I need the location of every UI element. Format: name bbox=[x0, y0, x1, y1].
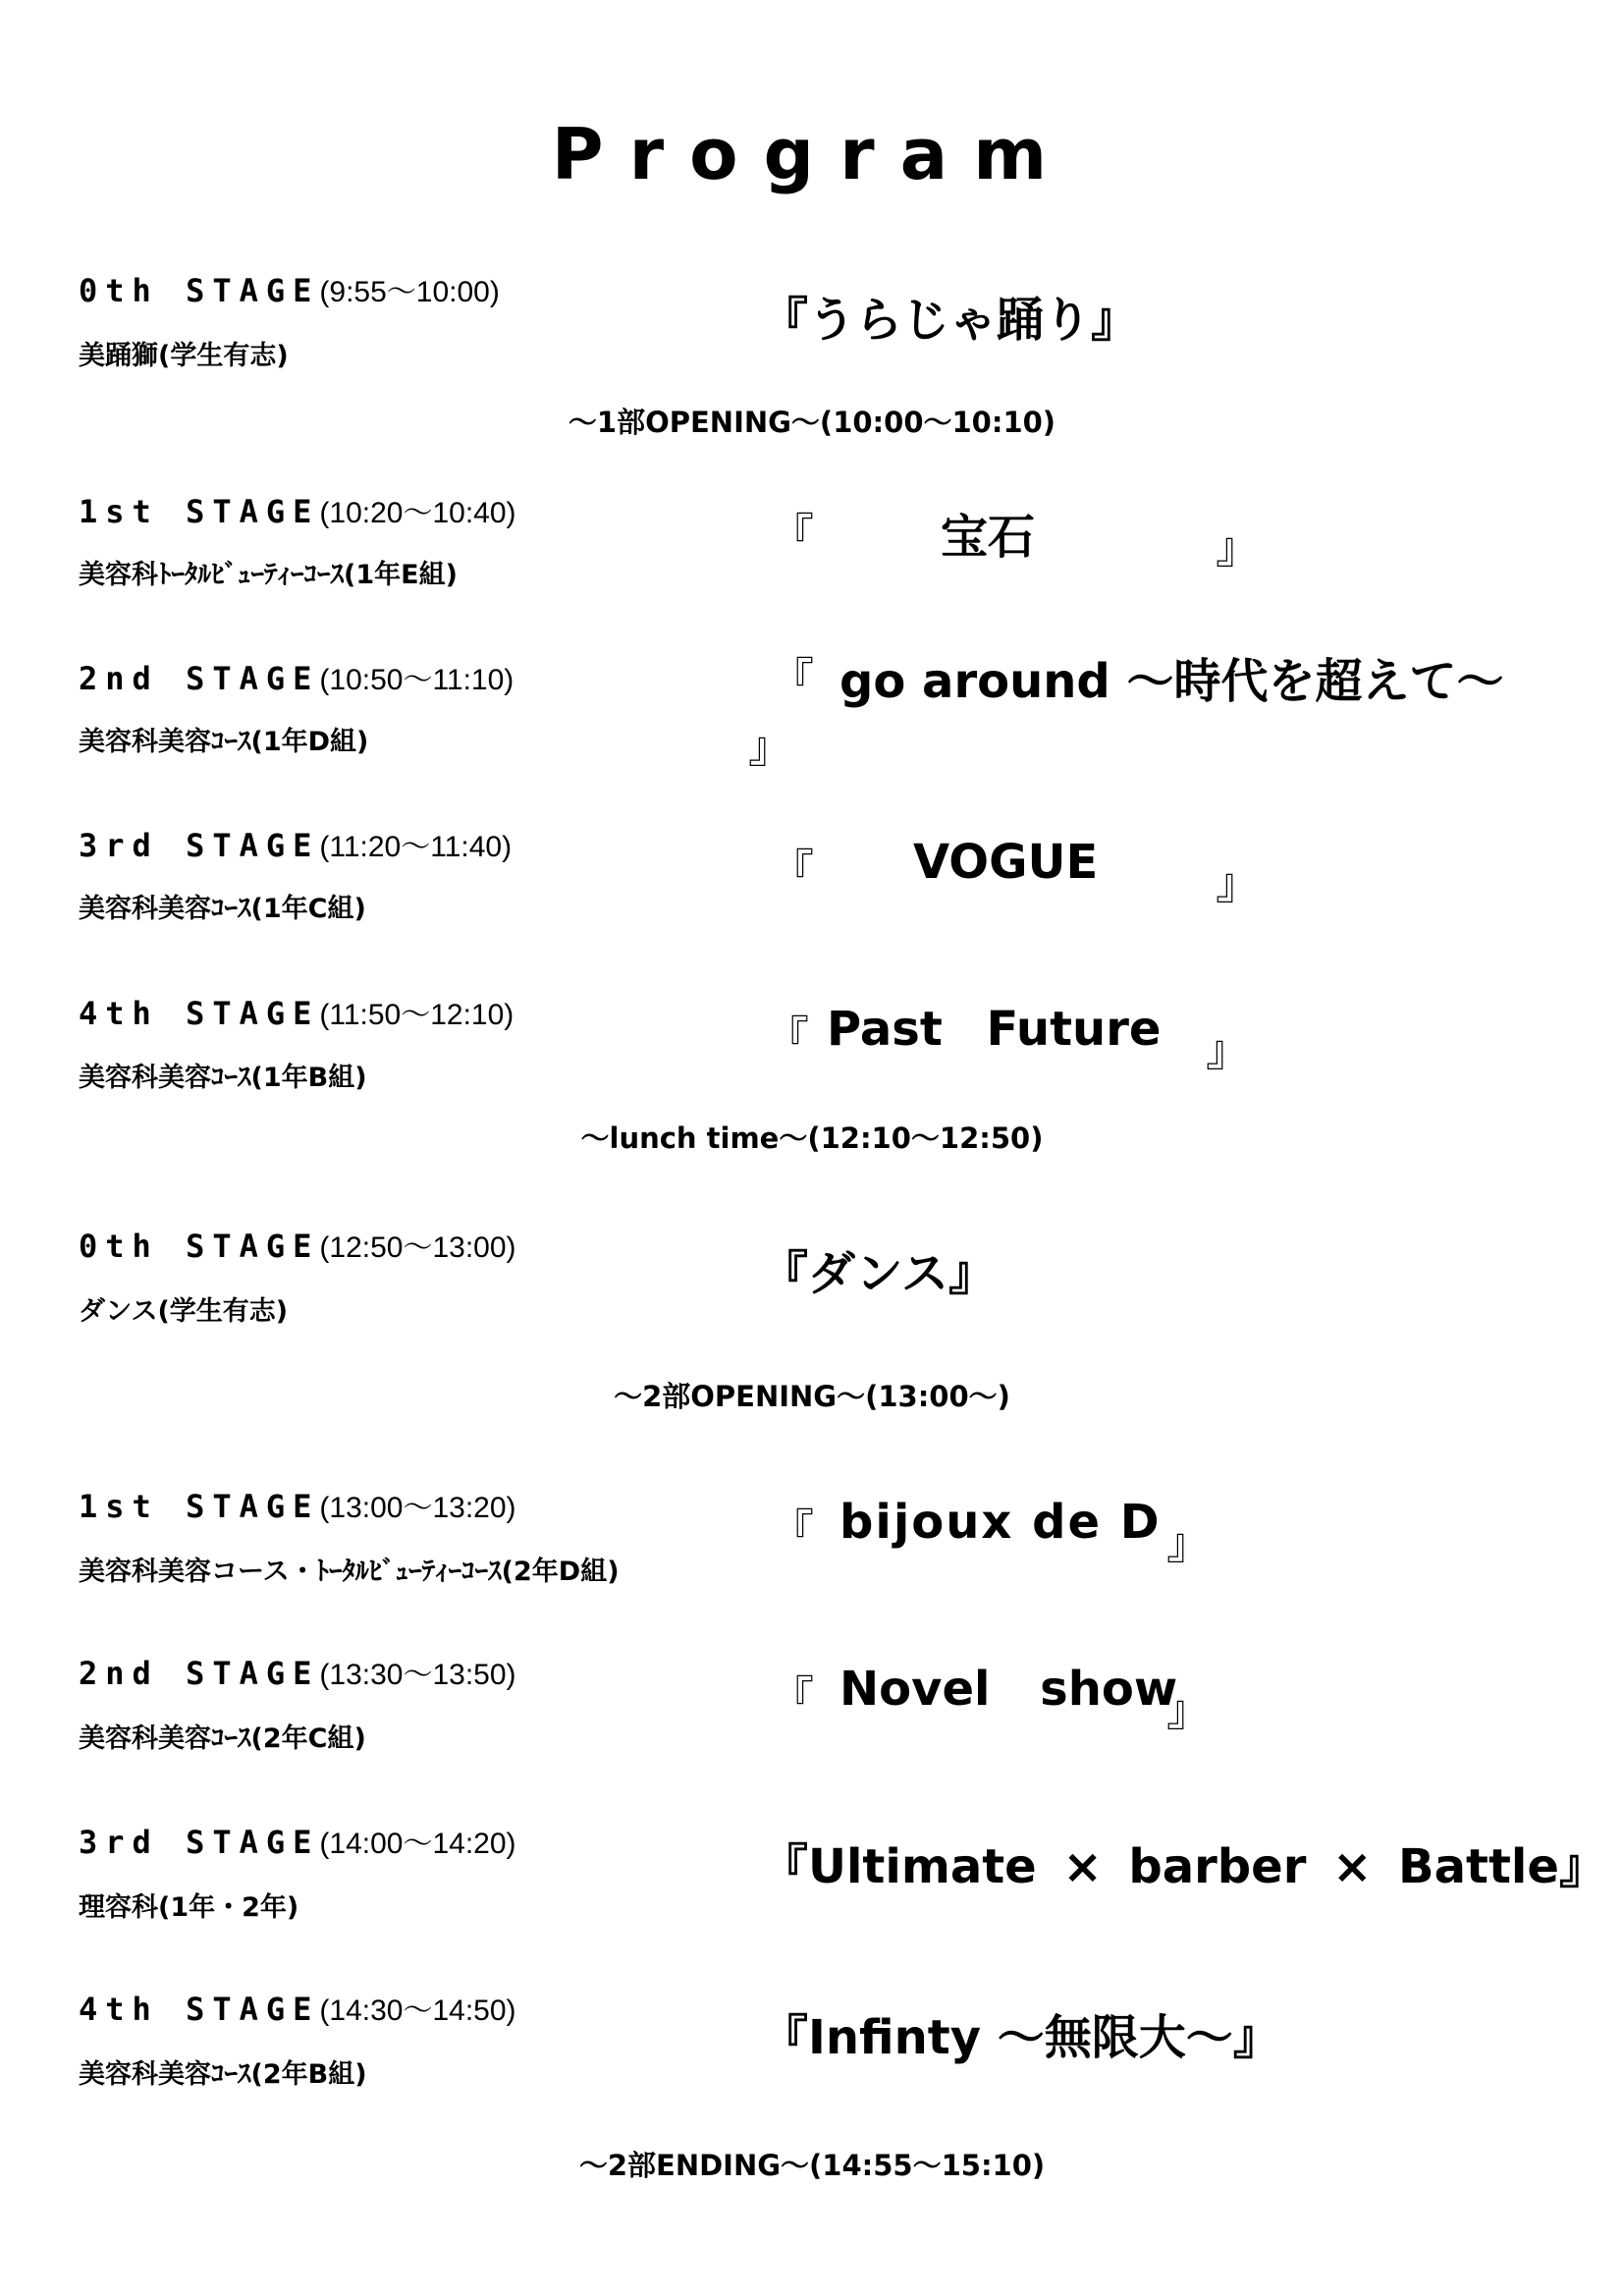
stage-label bbox=[79, 1223, 516, 1266]
group-name: ダンス(学生有志) bbox=[79, 1296, 289, 1327]
page-title: Program bbox=[551, 113, 1073, 195]
group-name: 美容科美容ｺｰｽ(1年C組) bbox=[79, 894, 366, 924]
divider-opening-2: 〜2部OPENING〜(13:00〜) bbox=[614, 1380, 1010, 1413]
performance-title: VOGUE bbox=[913, 835, 1099, 890]
stage-name: 1st STAGE bbox=[79, 1488, 320, 1525]
stage-name: 4th STAGE bbox=[79, 1991, 320, 2028]
performance-open-quote: 『 bbox=[771, 846, 814, 896]
group-name: 美容科美容ｺｰｽ(1年D組) bbox=[79, 727, 369, 757]
performance-close-quote: 』 bbox=[1216, 523, 1259, 574]
group-name: 美容科ﾄｰﾀﾙﾋﾞｭｰﾃｨｰｺｰｽ(1年E組) bbox=[79, 560, 458, 590]
stage-time: (12:50〜13:00) bbox=[319, 1231, 516, 1264]
performance-close-quote: 』 bbox=[1216, 859, 1259, 909]
divider-opening-1: 〜1部OPENING〜(10:00〜10:10) bbox=[568, 406, 1056, 439]
performance-open-quote: 『 bbox=[771, 510, 814, 560]
group-name: 美容科美容ｺｰｽ(1年B組) bbox=[79, 1063, 367, 1093]
stage-time: (13:00〜13:20) bbox=[319, 1492, 516, 1524]
stage-time: (11:20〜11:40) bbox=[319, 831, 513, 863]
divider-ending-2: 〜2部ENDING〜(14:55〜15:10) bbox=[578, 2149, 1046, 2182]
group-name: 美容科美容ｺｰｽ(2年B組) bbox=[79, 2059, 367, 2090]
performance-open-quote: 『 bbox=[771, 654, 814, 704]
stage-name: 4th STAGE bbox=[79, 995, 320, 1032]
stage-name: 0th STAGE bbox=[79, 1228, 320, 1265]
performance-open-quote: 『 bbox=[766, 1012, 809, 1063]
stage-name: 0th STAGE bbox=[79, 272, 320, 309]
stage-name: 3rd STAGE bbox=[79, 1824, 320, 1861]
performance-title: 『うらじゃ踊り』 bbox=[761, 293, 1139, 348]
performance-title: 宝石 bbox=[941, 510, 1036, 565]
stage-name: 2nd STAGE bbox=[79, 1655, 320, 1692]
performance-open-quote: 『 bbox=[771, 1505, 814, 1556]
stage-label bbox=[79, 822, 512, 865]
stage-time: (10:50〜11:10) bbox=[319, 664, 514, 696]
performance-close-quote: 』 bbox=[1166, 1519, 1210, 1569]
stage-name: 1st STAGE bbox=[79, 493, 320, 530]
group-name: 美容科美容ｺｰｽ(2年C組) bbox=[79, 1723, 366, 1754]
performance-title: 『Ultimate × barber × Battle』 bbox=[761, 1839, 1606, 1894]
performance-title: 『ダンス』 bbox=[761, 1246, 997, 1301]
group-name: 理容科(1年・2年) bbox=[79, 1892, 299, 1923]
stage-time: (11:50〜12:10) bbox=[319, 999, 514, 1031]
performance-open-quote: 『 bbox=[771, 1672, 814, 1722]
stage-label bbox=[79, 1986, 516, 2029]
performance-title: Novel show bbox=[839, 1662, 1178, 1717]
performance-title: Past Future bbox=[827, 1002, 1162, 1057]
stage-label bbox=[79, 1650, 516, 1693]
performance-close-quote: 』 bbox=[1206, 1026, 1249, 1076]
stage-label bbox=[79, 267, 500, 310]
stage-label bbox=[79, 1819, 516, 1862]
stage-label bbox=[79, 488, 516, 531]
stage-time: (9:55〜10:00) bbox=[319, 276, 500, 308]
group-name: 美容科美容コース・ﾄｰﾀﾙﾋﾞｭｰﾃｨｰｺｰｽ(2年D組) bbox=[79, 1557, 620, 1587]
stage-name: 3rd STAGE bbox=[79, 827, 320, 864]
stage-label bbox=[79, 1483, 516, 1526]
stage-time: (14:00〜14:20) bbox=[319, 1828, 516, 1860]
performance-close-quote: 』 bbox=[748, 723, 791, 773]
performance-title: 『Infinty 〜無限大〜』 bbox=[761, 2010, 1280, 2065]
stage-label bbox=[79, 655, 514, 698]
divider-lunch: 〜lunch time〜(12:10〜12:50) bbox=[580, 1121, 1044, 1155]
performance-close-quote: 』 bbox=[1166, 1686, 1210, 1736]
stage-time: (10:20〜10:40) bbox=[319, 497, 516, 529]
performance-title: bijoux de D bbox=[839, 1495, 1162, 1550]
stage-name: 2nd STAGE bbox=[79, 660, 320, 697]
performance-title: go around 〜時代を超えて〜 bbox=[839, 654, 1504, 709]
stage-time: (13:30〜13:50) bbox=[319, 1659, 516, 1691]
stage-label bbox=[79, 990, 514, 1033]
stage-time: (14:30〜14:50) bbox=[319, 1995, 516, 2027]
group-name: 美踊獅(学生有志) bbox=[79, 341, 289, 371]
